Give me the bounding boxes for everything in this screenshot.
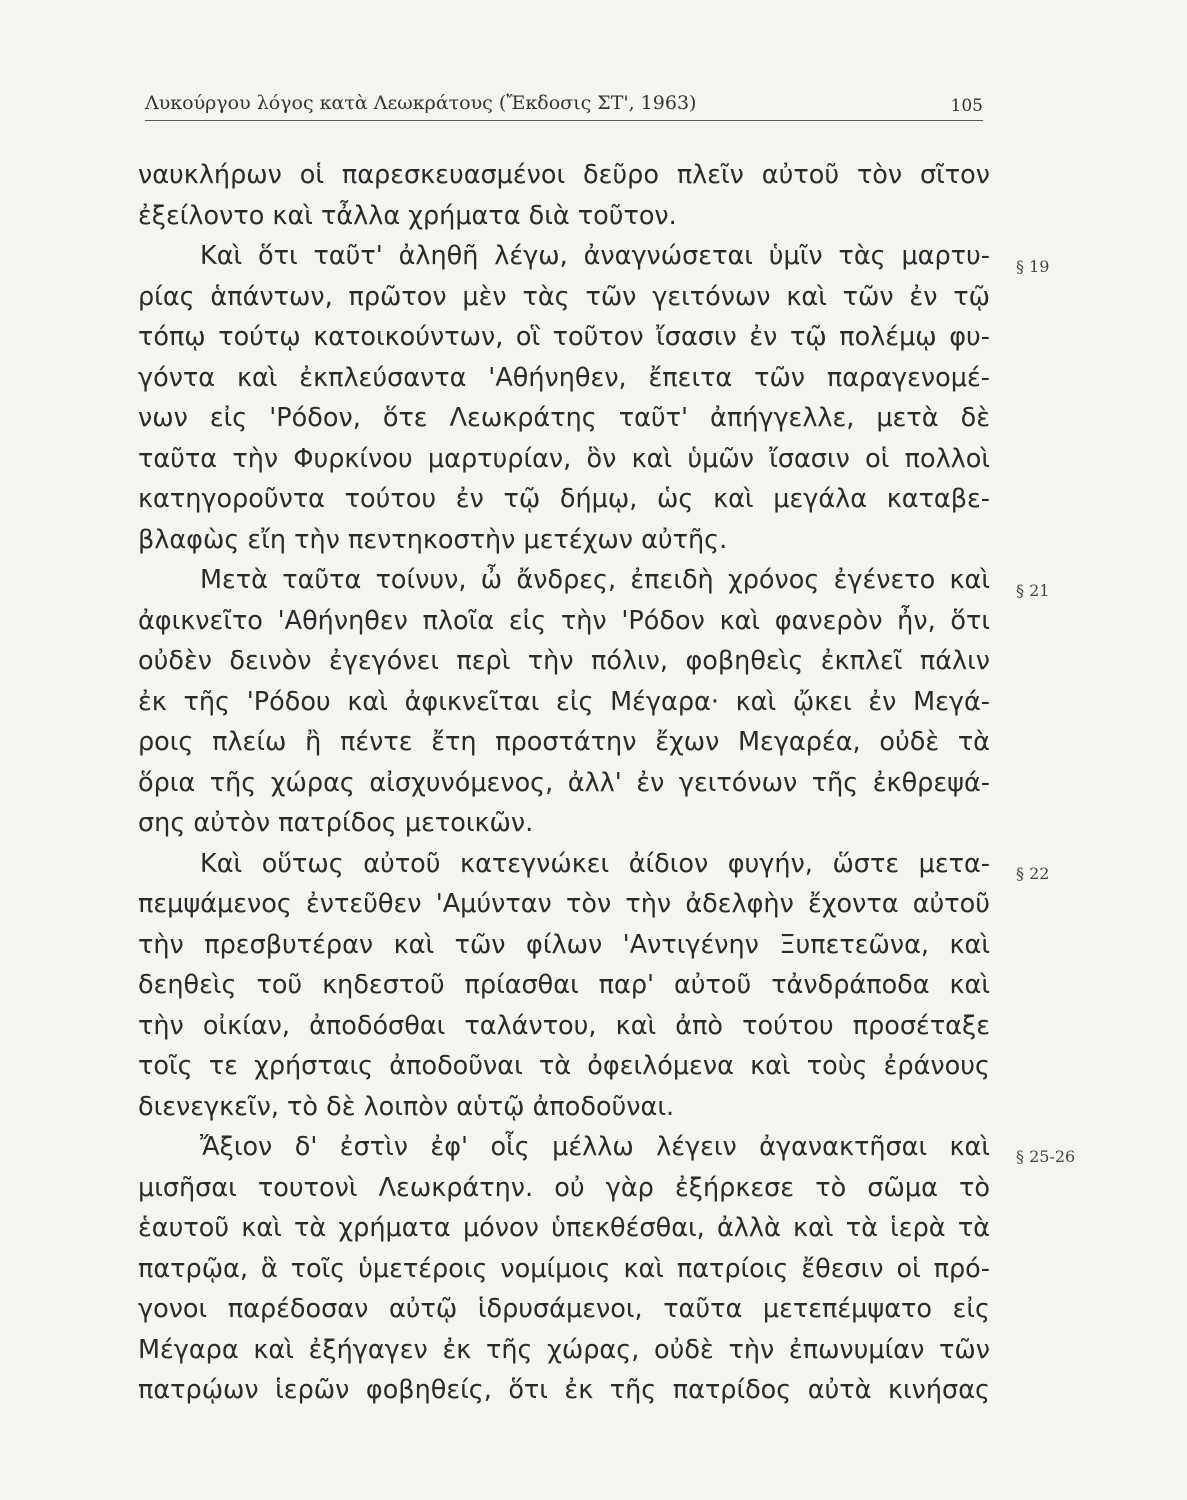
margin-note-section-22: § 22 bbox=[1016, 864, 1050, 883]
body-text bbox=[138, 155, 990, 1411]
text-line: κατηγοροῦντα τούτου ἐν τῷ δήμῳ, ὡς καὶ μεγάλα καταβε- bbox=[138, 484, 990, 514]
text-line: τὴν οἰκίαν, ἀποδόσθαι ταλάντου, καὶ ἀπὸ τούτου προσέταξε bbox=[138, 1010, 990, 1041]
text-line: ἐξείλοντο καὶ τἆλλα χρήματα διὰ τοῦτον. bbox=[138, 200, 677, 231]
text-line: ἑαυτοῦ καὶ τὰ χρήματα μόνον ὑπεκθέσθαι, ἀλλὰ καὶ τὰ ἱερὰ τὰ bbox=[138, 1213, 990, 1243]
text-line: τὴν πρεσβυτέραν καὶ τῶν φίλων 'Αντιγένην Ξυπετεῶνα, καὶ bbox=[138, 929, 990, 960]
text-line: τόπῳ τούτῳ κατοικούντων, οἳ τοῦτον ἴσασιν ἐν τῷ πολέμῳ φυ- bbox=[138, 322, 990, 352]
text-line: γονοι παρέδοσαν αὐτῷ ἱδρυσάμενοι, ταῦτα μετεπέμψατο εἰς bbox=[138, 1294, 990, 1324]
text-line: δεηθεὶς τοῦ κηδεστοῦ πρίασθαι παρ' αὐτοῦ τἀνδράποδα καὶ bbox=[138, 970, 990, 1000]
text-line: ὅρια τῆς χώρας αἰσχυνόμενος, ἀλλ' ἐν γειτόνων τῆς ἐκθρεψά- bbox=[138, 767, 990, 798]
text-line: πατρῷα, ἃ τοῖς ὑμετέροις νομίμοις καὶ πατρίοις ἔθεσιν οἱ πρό- bbox=[138, 1253, 990, 1284]
text-line: πατρῴων ἱερῶν φοβηθείς, ὅτι ἐκ τῆς πατρίδος αὐτὰ κινήσας bbox=[138, 1375, 990, 1405]
page-number: 105 bbox=[950, 96, 983, 116]
running-header bbox=[145, 90, 983, 121]
text-line: οὐδὲν δεινὸν ἐγεγόνει περὶ τὴν πόλιν, φοβηθεὶς ἐκπλεῖ πάλιν bbox=[138, 646, 990, 676]
text-line: ἐκ τῆς 'Ρόδου καὶ ἀφικνεῖται εἰς Μέγαρα· καὶ ᾤκει ἐν Μεγά- bbox=[138, 686, 990, 717]
text-line: πεμψάμενος ἐντεῦθεν 'Αμύνταν τὸν τὴν ἀδελφὴν ἔχοντα αὐτοῦ bbox=[138, 889, 990, 919]
margin-note-section-25-26: § 25-26 bbox=[1016, 1147, 1076, 1166]
text-line: μισῆσαι τουτονὶ Λεωκράτην. οὐ γὰρ ἐξήρκεσε τὸ σῶμα τὸ bbox=[138, 1172, 990, 1203]
text-line: διενεγκεῖν, τὸ δὲ λοιπὸν αὑτῷ ἀποδοῦναι. bbox=[138, 1091, 675, 1122]
margin-note-section-19: § 19 bbox=[1016, 257, 1050, 276]
text-line: νων εἰς 'Ρόδον, ὅτε Λεωκράτης ταῦτ' ἀπήγγελλε, μετὰ δὲ bbox=[138, 403, 990, 433]
text-line: τοῖς τε χρήσταις ἀποδοῦναι τὰ ὀφειλόμενα καὶ τοὺς ἐράνους bbox=[138, 1051, 990, 1081]
text-line: ροις πλείω ἢ πέντε ἔτη προστάτην ἔχων Μεγαρέα, οὐδὲ τὰ bbox=[138, 727, 990, 757]
text-line: βλαφὼς εἴη τὴν πεντηκοστὴν μετέχων αὐτῆς. bbox=[138, 524, 728, 555]
margin-note-section-21: § 21 bbox=[1016, 581, 1050, 600]
text-line: Καὶ ὅτι ταῦτ' ἀληθῆ λέγω, ἀναγνώσεται ὑμῖν τὰς μαρτυ- bbox=[200, 241, 990, 271]
text-line: ταῦτα τὴν Φυρκίνου μαρτυρίαν, ὃν καὶ ὑμῶν ἴσασιν οἱ πολλοὶ bbox=[138, 443, 990, 474]
text-line: ναυκλήρων οἱ παρεσκευασμένοι δεῦρο πλεῖν αὐτοῦ τὸν σῖτον bbox=[138, 160, 990, 190]
text-line: γόντα καὶ ἐκπλεύσαντα 'Αθήνηθεν, ἔπειτα τῶν παραγενομέ- bbox=[138, 362, 990, 393]
text-line: Καὶ οὕτως αὐτοῦ κατεγνώκει ἀίδιον φυγήν, ὥστε μετα- bbox=[200, 848, 990, 879]
text-line: Μέγαρα καὶ ἐξήγαγεν ἐκ τῆς χώρας, οὐδὲ τὴν ἐπωνυμίαν τῶν bbox=[138, 1334, 990, 1365]
running-title: Λυκούργου λόγος κατὰ Λεωκράτους (Ἔκδοσις ΣΤ', 1963) bbox=[145, 92, 697, 114]
text-line: ρίας ἁπάντων, πρῶτον μὲν τὰς τῶν γειτόνων καὶ τῶν ἐν τῷ bbox=[138, 281, 990, 312]
text-line: ἀφικνεῖτο 'Αθήνηθεν πλοῖα εἰς τὴν 'Ρόδον καὶ φανερὸν ἦν, ὅτι bbox=[138, 605, 990, 636]
text-line: Μετὰ ταῦτα τοίνυν, ὦ ἄνδρες, ἐπειδὴ χρόνος ἐγένετο καὶ bbox=[200, 565, 990, 595]
text-line: Ἄξιον δ' ἐστὶν ἐφ' οἷς μέλλω λέγειν ἀγανακτῆσαι καὶ bbox=[200, 1132, 990, 1162]
text-line: σης αὐτὸν πατρίδος μετοικῶν. bbox=[138, 808, 534, 838]
